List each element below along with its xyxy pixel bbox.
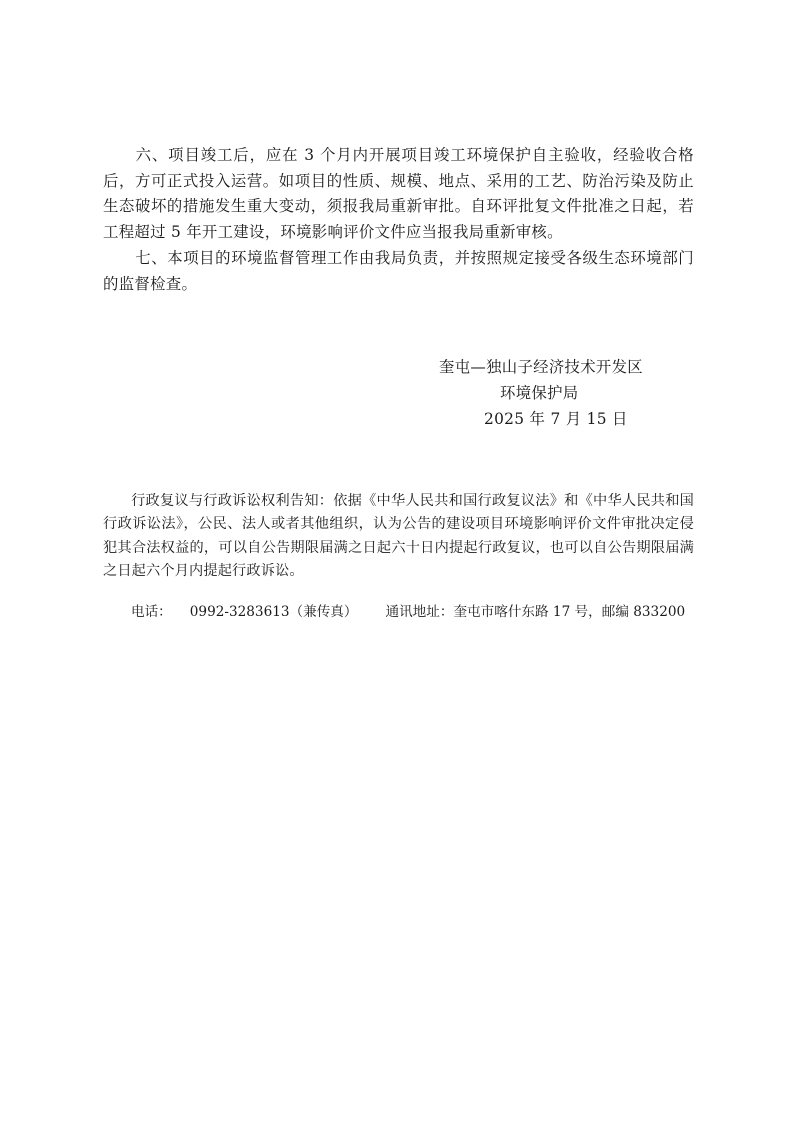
paragraph-item-7 [103, 246, 694, 297]
appeal-rights-notice-text: 行政复议与行政诉讼权利告知：依据《中华人民共和国行政复议法》和《中华人民共和国行政诉讼法》，公民、法人或者其他组织，认为公告的建设项目环境影响评价文件审批决定侵犯其合法权益的，可以自公告期限届满之日起六十日内提起行政复议，也可以自公告期限届满之日起六个月内提起行政诉讼。 [103, 493, 694, 580]
signature-date: 2025 年 7 月 15 日 [484, 410, 628, 428]
paragraph-item-6-text: 六、项目竣工后，应在 3 个月内开展项目竣工环境保护自主验收，经验收合格后，方可正式投入运营。如项目的性质、规模、地点、采用的工艺、防治污染及防止生态破坏的措施发生重大变动，须报我局重新审批。自环评批复文件批准之日起，若工程超过 5 年开工建设，环境影响评价文件应当报我局重新审核。 [103, 146, 694, 241]
signature-department: 环境保护局 [500, 384, 579, 402]
phone-label: 电话： [131, 604, 172, 620]
address-label: 通讯地址： [385, 604, 454, 620]
contact-line [131, 601, 685, 623]
paragraph-item-6 [103, 143, 694, 245]
address-value: 奎屯市喀什东路 17 号，邮编 833200 [453, 604, 686, 620]
phone-value: 0992-3283613（兼传真） [189, 604, 358, 620]
signature-organization: 奎屯—独山子经济技术开发区 [439, 358, 643, 376]
appeal-rights-notice [103, 490, 694, 584]
paragraph-item-7-text: 七、本项目的环境监督管理工作由我局负责，并按照规定接受各级生态环境部门的监督检查。 [103, 249, 694, 293]
